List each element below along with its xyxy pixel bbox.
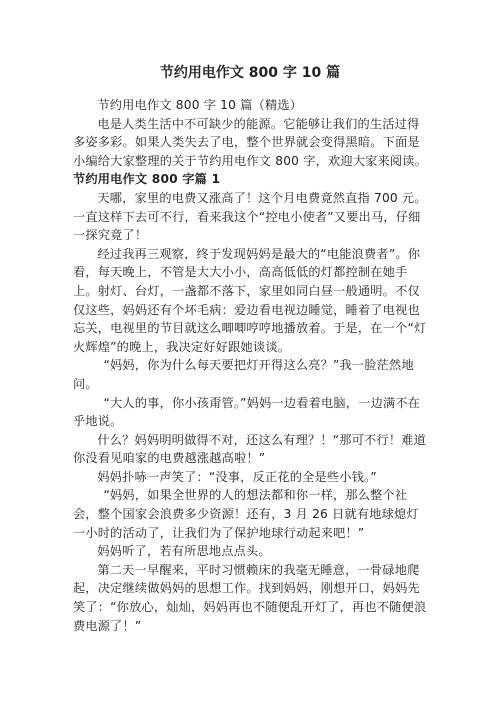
body-paragraph: 妈妈扑哧一声笑了：“没事，反正花的全是些小钱。” (97, 469, 377, 484)
body-paragraph: 第二天一早醒来，平时习惯赖床的我毫无睡意，一骨碌地爬起，决定继续做妈妈的思想工作。找到妈妈，刚想开口，妈妈先笑了：“你放心，灿灿，妈妈再也不随便乱开灯了，再也不随便浪费电源了！” (73, 562, 427, 633)
body-paragraph: 什么？妈妈明明做得不对，还这么有理？！“那可不行！难道你没看见咱家的电费越涨越高啦！” (73, 432, 426, 466)
document-title: 节约用电作文 800 字 10 篇 (159, 65, 341, 81)
intro-paragraph: 电是人类生活中不可缺少的能源。它能够让我们的生活过得多姿多彩。如果人类失去了电，整个世界就会变得黑暗。下面是小编给大家整理的关于节约用电作文 800 字，欢迎大家来阅读。 (73, 116, 428, 168)
dialogue-paragraph: “妈妈，你为什么每天要把灯开得这么亮？”我一脸茫然地问。 (73, 358, 414, 391)
subtitle-paragraph: 节约用电作文 800 字 10 篇（精选） (97, 98, 303, 112)
section-heading: 节约用电作文 800 字篇 1 (73, 172, 221, 187)
dialogue-paragraph: “妈妈，如果全世界的人的想法都和你一样，那么整个社会，整个国家会浪费多少资源！还有，3 月 26 日就有地球熄灯一小时的活动了，让我们为了保护地球行动起来吧！” (73, 488, 419, 540)
document-body (73, 96, 429, 635)
body-paragraph: 天哪，家里的电费又涨高了！这个月电费竟然直指 700 元。一直这样下去可不行，看来我这个“控电小使者”又要出马，仔细一探究竟了！ (73, 190, 427, 243)
dialogue-paragraph: “大人的事，你小孩甭管。”妈妈一边看着电脑，一边满不在乎地说。 (73, 395, 421, 429)
body-paragraph: 经过我再三观察，终于发现妈妈是最大的“电能浪费者”。你看，每天晚上，不管是大大小小，高高低低的灯都控制在她手上。射灯、台灯，一盏都不落下，家里如同白昼一般通明。不仅仅这些，妈妈还有个坏毛病：爱边看电视边睡觉，睡着了电视也忘关，电视里的节目就这么唧唧哼哼地播放着。于是，在一个“灯火辉煌”的晚上，我决定好好跟她谈谈。 (73, 246, 427, 354)
body-paragraph: 妈妈听了，若有所思地点点头。 (97, 544, 271, 559)
